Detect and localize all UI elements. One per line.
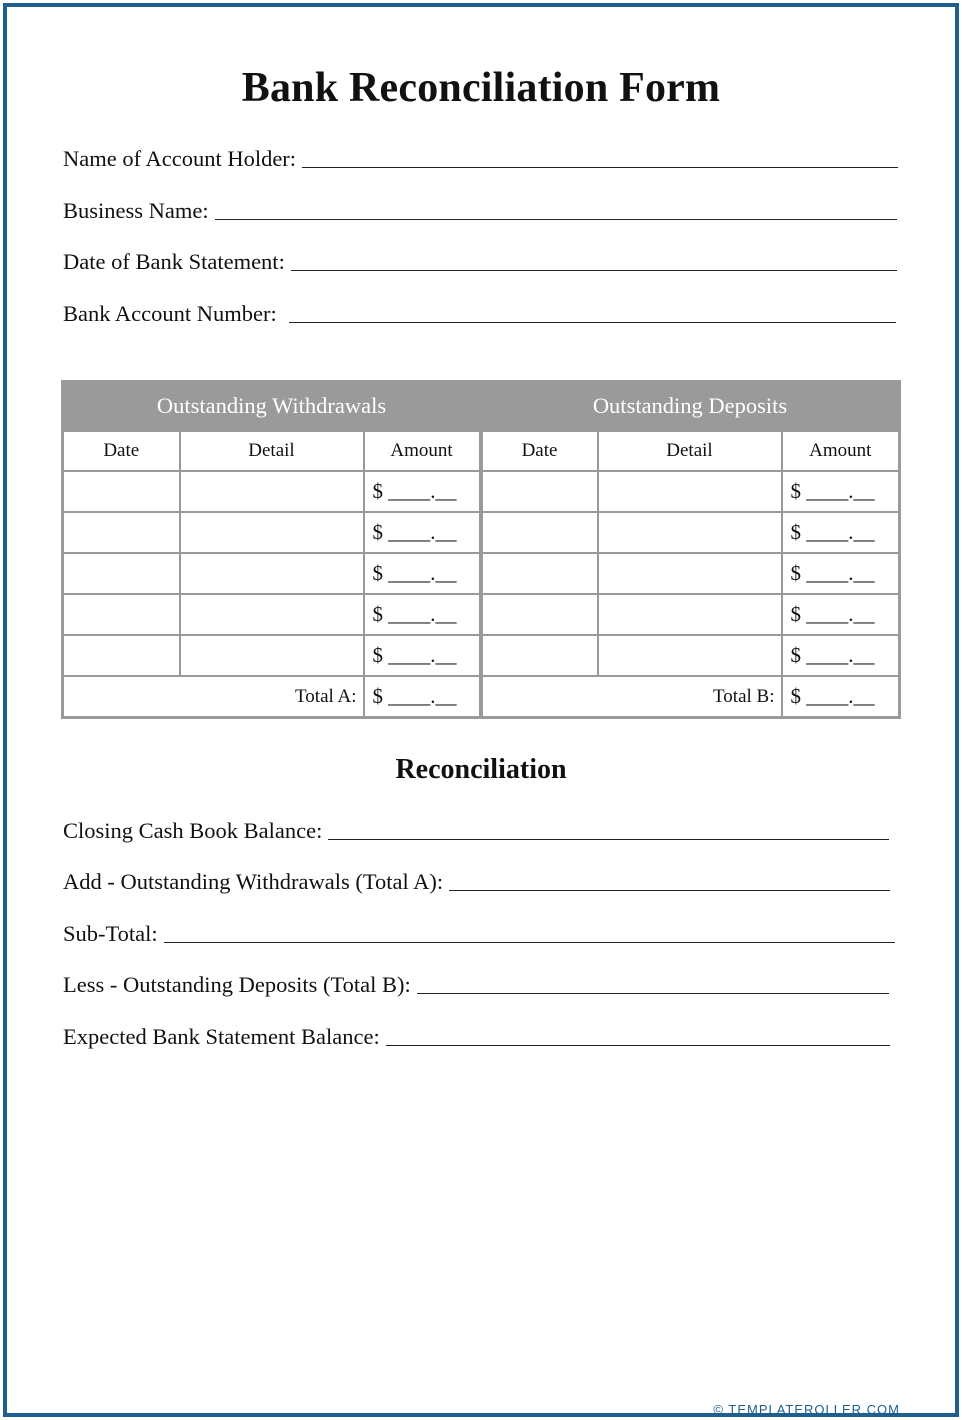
withdrawal-detail-cell[interactable] [180,512,364,553]
col-header-detail: Detail [598,431,782,472]
form-title: Bank Reconciliation Form [241,65,721,111]
deposit-amount-cell[interactable]: $ ____.__ [782,471,900,512]
outstanding-table [61,380,901,719]
account-number-input[interactable] [289,300,896,323]
business-name-field[interactable] [63,194,897,224]
deposit-detail-cell[interactable] [598,594,782,635]
withdrawal-amount-cell[interactable]: $ ____.__ [364,594,481,635]
deposits-header: Outstanding Deposits [481,382,900,431]
col-header-date: Date [481,431,598,472]
field-label: Add - Outstanding Withdrawals (Total A): [63,869,444,894]
withdrawals-header: Outstanding Withdrawals [63,382,481,431]
statement-date-field[interactable] [63,245,897,275]
deposit-detail-cell[interactable] [598,553,782,594]
col-header-date: Date [63,431,180,472]
field-label: Date of Bank Statement: [63,249,285,274]
deposit-date-cell[interactable] [481,512,598,553]
sub-total-input[interactable] [164,920,895,943]
field-label: Bank Account Number: [63,301,277,326]
total-b-label: Total B: [481,676,782,718]
withdrawal-amount-cell[interactable]: $ ____.__ [364,471,481,512]
table-row [63,512,900,553]
total-b-amount[interactable]: $ ____.__ [782,676,900,718]
col-header-amount: Amount [782,431,900,472]
deposit-amount-cell[interactable]: $ ____.__ [782,512,900,553]
total-a-amount[interactable]: $ ____.__ [364,676,481,718]
withdrawal-date-cell[interactable] [63,635,180,676]
less-deposits-field[interactable] [63,968,889,998]
total-a-label: Total A: [63,676,364,718]
deposit-detail-cell[interactable] [598,635,782,676]
deposit-amount-cell[interactable]: $ ____.__ [782,635,900,676]
table-row [63,594,900,635]
withdrawal-date-cell[interactable] [63,594,180,635]
col-header-detail: Detail [180,431,364,472]
expected-balance-input[interactable] [386,1023,890,1046]
withdrawal-detail-cell[interactable] [180,471,364,512]
totals-row [63,676,900,718]
field-label: Closing Cash Book Balance: [63,818,323,843]
withdrawal-amount-cell[interactable]: $ ____.__ [364,553,481,594]
withdrawal-amount-cell[interactable]: $ ____.__ [364,635,481,676]
deposit-detail-cell[interactable] [598,471,782,512]
add-withdrawals-field[interactable] [63,865,890,895]
account-number-field[interactable] [63,297,896,327]
withdrawal-date-cell[interactable] [63,553,180,594]
less-deposits-input[interactable] [417,971,889,994]
field-label: Sub-Total: [63,921,158,946]
table-row [63,471,900,512]
field-label: Business Name: [63,198,209,223]
withdrawal-detail-cell[interactable] [180,553,364,594]
col-header-amount: Amount [364,431,481,472]
account-holder-field[interactable] [63,142,898,172]
withdrawal-detail-cell[interactable] [180,594,364,635]
deposit-amount-cell[interactable]: $ ____.__ [782,553,900,594]
field-label: Expected Bank Statement Balance: [63,1024,380,1049]
closing-cash-book-input[interactable] [328,817,889,840]
business-name-input[interactable] [215,197,897,220]
field-label: Name of Account Holder: [63,146,297,171]
statement-date-input[interactable] [291,248,897,271]
deposit-date-cell[interactable] [481,635,598,676]
deposit-date-cell[interactable] [481,471,598,512]
account-holder-input[interactable] [302,145,898,168]
withdrawal-detail-cell[interactable] [180,635,364,676]
deposit-date-cell[interactable] [481,553,598,594]
expected-balance-field[interactable] [63,1020,890,1050]
reconciliation-title: Reconciliation [395,754,567,785]
deposit-amount-cell[interactable]: $ ____.__ [782,594,900,635]
deposit-date-cell[interactable] [481,594,598,635]
sub-total-field[interactable] [63,917,895,947]
withdrawal-date-cell[interactable] [63,512,180,553]
footer-credit[interactable]: © TEMPLATEROLLER.COM [713,1402,900,1417]
add-withdrawals-input[interactable] [449,868,890,891]
withdrawal-amount-cell[interactable]: $ ____.__ [364,512,481,553]
table-row [63,635,900,676]
field-label: Less - Outstanding Deposits (Total B): [63,972,411,997]
table-row [63,553,900,594]
withdrawal-date-cell[interactable] [63,471,180,512]
closing-cash-book-field[interactable] [63,814,889,844]
deposit-detail-cell[interactable] [598,512,782,553]
